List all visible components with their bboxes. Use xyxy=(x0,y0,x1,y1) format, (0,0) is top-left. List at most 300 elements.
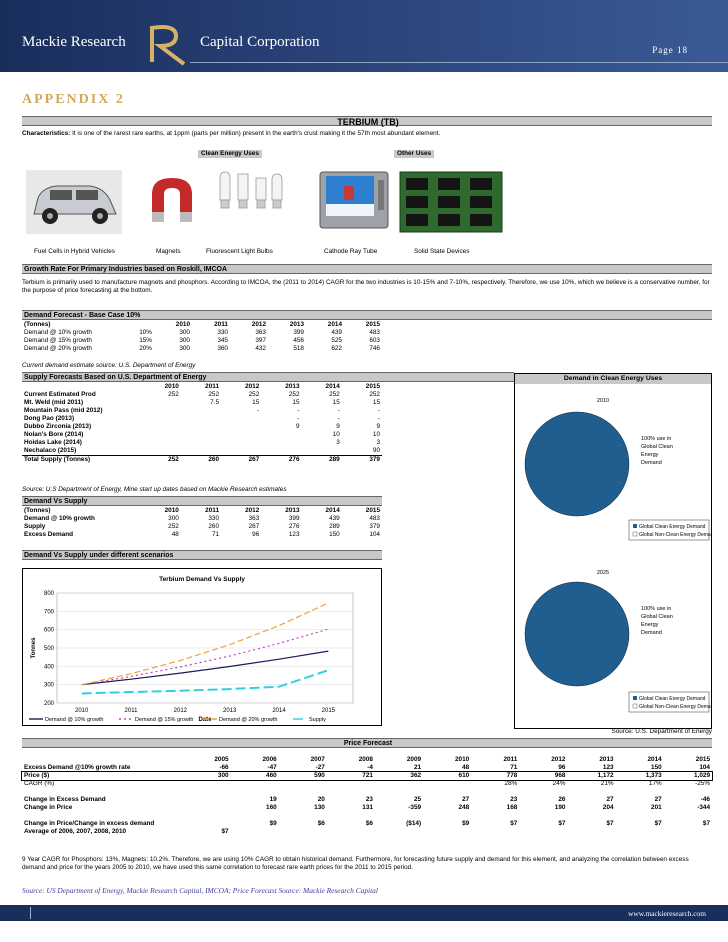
table-cell: 2015 xyxy=(365,321,380,328)
table-cell xyxy=(181,407,221,415)
table-cell xyxy=(261,439,301,447)
table-cell: 15 xyxy=(252,399,260,406)
supply-bar: Supply Forecasts Based on U.S. Department of Energy xyxy=(22,372,514,382)
other-uses-label: Other Uses xyxy=(394,150,434,158)
growth-bar: Growth Rate For Primary Industries based on Roskill, IMCOA xyxy=(22,264,712,274)
table-cell: 460 xyxy=(266,772,277,779)
table-cell: 603 xyxy=(369,337,380,344)
footer-url-link[interactable]: www.mackieresearch.com xyxy=(628,909,706,918)
table-cell: 131 xyxy=(362,804,373,811)
table-cell: 23 xyxy=(510,796,518,803)
table-cell xyxy=(375,780,423,788)
table-cell: 20% xyxy=(139,345,152,352)
x-tick-label: 2012 xyxy=(173,708,188,714)
table-cell: 2011 xyxy=(205,507,220,514)
caption-crt: Cathode Ray Tube xyxy=(324,248,378,255)
table-cell: 252 xyxy=(288,391,300,398)
table-cell: 15 xyxy=(372,399,380,406)
solid-state-devices-image xyxy=(398,168,504,236)
characteristics-label: Characteristics: xyxy=(22,130,71,137)
y-tick-label: 800 xyxy=(43,591,54,597)
table-row xyxy=(22,507,382,515)
table-row xyxy=(22,431,382,439)
table-cell xyxy=(182,788,230,796)
table-row xyxy=(22,345,382,353)
table-cell xyxy=(221,447,261,456)
table-cell: 2014 xyxy=(325,383,340,390)
table-cell xyxy=(261,431,301,439)
table-cell: 9 xyxy=(376,423,380,430)
table-cell: Change in Price/Change in excess demand xyxy=(24,820,155,827)
growth-text: Terbium is primarily used to manufacture magnets and phosphors. According to IMCOA, the (2011 to 2014) CAGR for the two industries is 10-15% and 7-10%, respectively. Therefore, we use 10%, which we believe is a conservative number, for the purpose of price forecasting at the bottom. xyxy=(22,279,710,294)
table-cell: 2012 xyxy=(245,507,260,514)
table-cell: 15 xyxy=(332,399,340,406)
table-cell: 252 xyxy=(168,523,179,530)
pie-legend-swatch xyxy=(633,524,637,528)
table-cell xyxy=(221,415,261,423)
table-cell: 123 xyxy=(602,764,614,771)
pie-callout-label: Energy xyxy=(641,452,659,458)
characteristics xyxy=(22,130,712,138)
pie-callout-label: Demand xyxy=(641,460,662,466)
table-cell: Dubbo Zirconia (2013) xyxy=(24,423,92,430)
table-cell: 48 xyxy=(171,531,179,538)
table-cell xyxy=(616,828,664,836)
table-cell xyxy=(22,812,182,820)
table-cell: $7 xyxy=(606,820,614,827)
table-cell: 300 xyxy=(179,337,190,344)
table-cell: 2012 xyxy=(245,383,260,390)
table-cell xyxy=(181,415,221,423)
hybrid-vehicle-image xyxy=(26,170,122,234)
table-cell: 1,172 xyxy=(597,772,614,779)
table-cell: $7 xyxy=(558,820,566,827)
table-cell: 160 xyxy=(266,804,277,811)
table-cell: 130 xyxy=(314,804,325,811)
table-cell: Nolan's Bore (2014) xyxy=(24,431,84,438)
table-row xyxy=(22,756,712,764)
table-cell: Total Supply (Tonnes) xyxy=(24,456,91,463)
pie-callout-label: Energy xyxy=(641,622,659,628)
table-cell xyxy=(567,828,615,836)
legend-label: Demand @ 15% growth xyxy=(135,717,194,723)
table-cell: 610 xyxy=(458,772,470,779)
dvs-bar: Demand Vs Supply xyxy=(22,496,382,506)
table-cell: 71 xyxy=(510,764,518,771)
table-cell xyxy=(141,431,181,439)
footer-divider xyxy=(30,907,31,919)
table-cell xyxy=(182,804,230,812)
pie-charts-svg xyxy=(515,384,711,728)
table-cell xyxy=(141,399,181,407)
table-cell: 24% xyxy=(552,780,566,787)
table-cell: - xyxy=(297,407,300,414)
table-cell: 10 xyxy=(372,431,380,438)
table-cell: 10% xyxy=(139,329,152,336)
table-cell xyxy=(221,423,261,431)
line-chart-svg xyxy=(23,569,381,725)
table-row xyxy=(22,407,382,415)
table-cell: CAGR (%) xyxy=(24,780,55,787)
table-cell xyxy=(231,780,279,788)
table-cell: 201 xyxy=(651,804,662,811)
table-cell xyxy=(327,788,375,796)
table-cell: $7 xyxy=(702,820,710,827)
table-cell: 96 xyxy=(558,764,566,771)
table-cell: 104 xyxy=(369,531,380,538)
table-cell: 204 xyxy=(602,804,614,811)
table-cell: 15% xyxy=(139,337,152,344)
table-cell xyxy=(182,820,230,828)
pie-slice-clean-energy xyxy=(525,582,629,686)
light-bulbs-image xyxy=(214,170,286,232)
table-cell xyxy=(221,439,261,447)
table-cell: 2008 xyxy=(358,756,373,763)
table-cell: 19 xyxy=(269,796,277,803)
y-tick-label: 600 xyxy=(43,627,54,634)
caption-solid-state: Solid State Devices xyxy=(414,248,470,255)
table-row xyxy=(22,383,382,391)
table-row xyxy=(22,523,382,531)
table-cell: 2006 xyxy=(262,756,277,763)
table-cell: 525 xyxy=(331,337,342,344)
table-cell xyxy=(327,812,375,820)
table-cell: 248 xyxy=(458,804,470,811)
table-cell: 363 xyxy=(248,515,260,522)
scenarios-bar: Demand Vs Supply under different scenarios xyxy=(22,550,382,560)
magnet-image xyxy=(140,172,204,230)
x-tick-label: 2013 xyxy=(222,708,237,714)
table-cell: - xyxy=(297,415,300,422)
table-cell: 778 xyxy=(506,772,518,779)
table-cell: 9 xyxy=(336,423,340,430)
table-row xyxy=(22,399,382,407)
brand-name-right: Capital Corporation xyxy=(200,34,320,50)
table-cell: 260 xyxy=(208,456,220,463)
table-cell: 2005 xyxy=(214,756,229,763)
table-cell: 345 xyxy=(217,337,228,344)
table-cell: ($14) xyxy=(406,820,422,827)
table-cell: 456 xyxy=(293,337,304,344)
supply-table xyxy=(22,383,382,464)
table-cell: Excess Demand xyxy=(24,531,74,538)
table-cell xyxy=(181,431,221,439)
table-cell: 746 xyxy=(369,345,380,352)
table-cell: 267 xyxy=(248,456,260,463)
table-row xyxy=(22,796,712,804)
table-cell: 2013 xyxy=(289,321,304,328)
table-cell: 28% xyxy=(504,780,518,787)
pie-panel-title: Demand in Clean Energy Uses xyxy=(515,374,711,384)
table-cell: 26 xyxy=(558,796,566,803)
table-cell xyxy=(141,447,181,456)
table-cell xyxy=(327,780,375,788)
table-cell: Nechalaco (2015) xyxy=(24,447,77,454)
table-cell: 2015 xyxy=(365,507,380,514)
table-cell: 123 xyxy=(288,531,300,538)
table-cell: -4 xyxy=(367,764,373,771)
table-cell: 71 xyxy=(211,531,220,538)
brand-logo-icon xyxy=(142,22,192,66)
table-cell: 17% xyxy=(648,780,662,787)
table-cell: 252 xyxy=(369,391,380,398)
table-cell: 27 xyxy=(654,796,662,803)
table-cell: Change in Excess Demand xyxy=(24,796,106,803)
table-cell xyxy=(182,780,230,788)
table-cell: 2013 xyxy=(599,756,614,763)
table-cell: 483 xyxy=(369,515,380,522)
table-cell: Demand @ 20% growth xyxy=(24,345,92,352)
table-cell: 379 xyxy=(369,523,380,530)
table-cell: 360 xyxy=(217,345,228,352)
table-cell: 21% xyxy=(600,780,614,787)
table-cell: -66 xyxy=(219,764,229,771)
table-cell xyxy=(279,812,327,820)
table-row xyxy=(22,772,712,780)
table-cell xyxy=(122,321,154,329)
x-tick-label: 2011 xyxy=(124,708,138,714)
table-cell: 168 xyxy=(506,804,518,811)
table-cell xyxy=(423,812,471,820)
table-cell: Demand @ 10% growth xyxy=(24,515,95,522)
table-cell xyxy=(141,415,181,423)
table-cell: 252 xyxy=(248,391,260,398)
table-cell xyxy=(231,812,279,820)
table-cell xyxy=(519,812,567,820)
table-cell: -25% xyxy=(695,780,710,787)
table-cell: 90 xyxy=(372,447,380,454)
x-axis-label: Date xyxy=(198,717,212,723)
pie-legend-label: Global Clean Energy Demand xyxy=(639,524,706,530)
table-cell: 276 xyxy=(288,456,300,463)
table-cell: 483 xyxy=(369,329,380,336)
table-cell: 104 xyxy=(699,764,710,771)
characteristics-text: It is one of the rarest rare earths, at 1ppm (parts per million) present in the earth's crust making it the 57th most abundant element. xyxy=(70,130,441,137)
table-row-total xyxy=(22,456,382,465)
table-row xyxy=(22,828,712,836)
table-cell: $9 xyxy=(462,820,470,827)
table-cell: $7 xyxy=(221,828,229,835)
table-row xyxy=(22,515,382,523)
table-cell: 190 xyxy=(554,804,566,811)
pie-legend-swatch xyxy=(633,696,637,700)
appendix-heading: APPENDIX 2 xyxy=(22,92,125,107)
table-cell: - xyxy=(377,407,380,414)
table-row xyxy=(22,780,712,788)
table-cell: 2012 xyxy=(551,756,566,763)
caption-fuel-cells: Fuel Cells in Hybrid Vehicles xyxy=(34,248,115,255)
x-tick-label: 2014 xyxy=(272,708,286,714)
table-cell: 2014 xyxy=(647,756,662,763)
legend-label: Demand @ 20% growth xyxy=(219,717,278,723)
table-cell: Average of 2006, 2007, 2008, 2010 xyxy=(24,828,127,835)
table-cell: 2011 xyxy=(205,383,220,390)
table-cell: Current Estimated Prod xyxy=(24,391,96,398)
table-row xyxy=(22,531,382,539)
table-cell: 399 xyxy=(293,329,304,336)
supply-note: Source: U.S Department of Energy, Mine start up dates based on Mackie Research estimates xyxy=(22,486,287,493)
table-cell: 2013 xyxy=(285,507,300,514)
table-cell: 3 xyxy=(336,439,340,446)
table-cell xyxy=(181,423,221,431)
table-cell: 300 xyxy=(179,329,190,336)
table-cell: 721 xyxy=(362,772,373,779)
table-cell: 363 xyxy=(255,329,266,336)
pie-slice-clean-energy xyxy=(525,412,629,516)
table-cell: Supply xyxy=(24,523,46,530)
pie-legend-label: Global Non-Clean Energy Demand xyxy=(639,532,711,538)
sheet-title: TERBIUM (TB) xyxy=(22,116,712,126)
table-cell: Dong Pao (2013) xyxy=(24,415,75,422)
table-cell xyxy=(182,812,230,820)
table-cell: 21 xyxy=(413,764,422,771)
y-tick-label: 700 xyxy=(43,609,54,616)
table-cell xyxy=(279,828,327,836)
table-cell xyxy=(616,812,664,820)
table-cell: 518 xyxy=(293,345,304,352)
table-cell: 432 xyxy=(255,345,266,352)
table-cell: 2010 xyxy=(164,507,179,514)
table-row xyxy=(22,820,712,828)
table-cell: (Tonnes) xyxy=(24,507,51,514)
table-cell: 252 xyxy=(208,391,220,398)
table-cell xyxy=(423,828,471,836)
table-cell: 252 xyxy=(168,456,179,463)
demand-supply-chart xyxy=(22,568,382,726)
table-cell xyxy=(375,828,423,836)
table-cell xyxy=(519,788,567,796)
table-cell: 2011 xyxy=(214,321,228,328)
table-cell: 3 xyxy=(376,439,380,446)
table-cell xyxy=(567,788,615,796)
table-cell: - xyxy=(377,415,380,422)
table-row xyxy=(22,439,382,447)
pie-legend-label: Global Non-Clean Energy Demand xyxy=(639,704,711,710)
table-cell xyxy=(22,756,182,764)
pie-legend-swatch xyxy=(633,704,637,708)
table-cell: 48 xyxy=(462,764,470,771)
legend-label: Demand @ 10% growth xyxy=(45,717,104,723)
table-cell: $9 xyxy=(269,820,277,827)
table-cell: 20 xyxy=(317,796,325,803)
table-cell: Demand @ 10% growth xyxy=(24,329,92,336)
table-cell: 2010 xyxy=(175,321,190,328)
table-cell xyxy=(664,788,712,796)
table-cell: Price ($) xyxy=(24,772,50,779)
x-tick-label: 2010 xyxy=(74,708,89,714)
table-row xyxy=(22,391,382,399)
table-cell xyxy=(279,780,327,788)
table-cell: 1,373 xyxy=(645,772,662,779)
brand-name-left: Mackie Research xyxy=(22,34,126,50)
pie-year-label: 2025 xyxy=(596,570,610,576)
table-cell xyxy=(141,423,181,431)
table-cell: 276 xyxy=(288,523,300,530)
table-cell: 590 xyxy=(314,772,325,779)
table-cell: 252 xyxy=(329,391,340,398)
table-row xyxy=(22,788,712,796)
table-cell: Excess Demand @10% growth rate xyxy=(24,764,131,771)
table-cell: (Tonnes) xyxy=(24,321,51,328)
y-tick-label: 300 xyxy=(43,682,54,689)
table-cell: 289 xyxy=(329,456,340,463)
y-tick-label: 500 xyxy=(43,646,54,652)
table-cell xyxy=(261,447,301,456)
table-cell: 2014 xyxy=(325,507,340,514)
table-cell xyxy=(279,788,327,796)
table-cell: 2011 xyxy=(503,756,518,763)
table-cell: 622 xyxy=(331,345,342,352)
table-cell xyxy=(616,788,664,796)
pie-callout-label: 100% use in xyxy=(641,436,672,442)
table-cell: 252 xyxy=(168,391,179,398)
table-cell: 300 xyxy=(168,515,179,522)
table-cell: -27 xyxy=(315,764,325,771)
table-cell: 27 xyxy=(462,796,470,803)
table-cell: 439 xyxy=(329,515,340,522)
table-cell: 399 xyxy=(288,515,300,522)
table-cell xyxy=(664,812,712,820)
table-cell: 330 xyxy=(217,329,228,336)
table-cell xyxy=(181,439,221,447)
table-row xyxy=(22,321,382,329)
table-cell xyxy=(471,788,519,796)
table-cell: 1,029 xyxy=(694,772,710,779)
table-cell: - xyxy=(257,407,260,414)
table-cell xyxy=(664,828,712,836)
chart-title: Terbium Demand Vs Supply xyxy=(159,576,245,583)
table-cell: 968 xyxy=(554,772,566,779)
table-cell xyxy=(231,788,279,796)
pie-year-label: 2010 xyxy=(596,398,610,404)
table-cell: 2015 xyxy=(695,756,710,763)
table-cell: 27 xyxy=(606,796,614,803)
table-cell xyxy=(375,812,423,820)
table-cell: $7 xyxy=(510,820,518,827)
table-cell: 289 xyxy=(329,523,340,530)
table-cell xyxy=(302,447,342,456)
footer-source: Source: US Department of Energy, Mackie Research Capital, IMCOA; Price Forecast Source: Mackie Research Capital xyxy=(22,886,378,895)
table-cell: Demand @ 15% growth xyxy=(24,337,92,344)
table-cell xyxy=(423,788,471,796)
table-cell xyxy=(327,828,375,836)
table-cell xyxy=(375,788,423,796)
table-cell xyxy=(471,812,519,820)
table-cell xyxy=(221,431,261,439)
table-cell: - xyxy=(337,415,340,422)
pie-callout-label: Demand xyxy=(641,630,662,636)
table-row xyxy=(22,329,382,337)
table-cell: 2010 xyxy=(164,383,179,390)
dvs-table xyxy=(22,507,382,539)
table-cell: $6 xyxy=(317,820,325,827)
table-cell: 362 xyxy=(410,772,422,779)
caption-magnets: Magnets xyxy=(156,248,181,255)
table-row xyxy=(22,423,382,431)
x-tick-label: 2015 xyxy=(321,708,336,714)
pie-callout-label: Global Clean xyxy=(641,444,673,450)
table-cell: 7.5 xyxy=(210,399,220,406)
table-cell: $6 xyxy=(365,820,373,827)
table-cell: Mt. Weld (mid 2011) xyxy=(24,399,84,406)
caption-light-bulbs: Fluorescent Light Bulbs xyxy=(206,248,273,255)
table-cell xyxy=(22,788,182,796)
price-note: 9 Year CAGR for Phosphors: 13%, Magnets: 10.2%. Therefore, we are using 10% CAGR to obtain historical demand. Furthermore, for forecasting future supply and demand for this element, and analyzing the correlation between excess demand and price for the years 2005 to 2010, we have used this same correlation to forecast rare earth prices for the 2011 to 2015 period. xyxy=(22,856,689,871)
table-cell xyxy=(423,780,471,788)
price-table xyxy=(22,756,712,836)
table-cell xyxy=(567,812,615,820)
table-cell: 2015 xyxy=(365,383,380,390)
